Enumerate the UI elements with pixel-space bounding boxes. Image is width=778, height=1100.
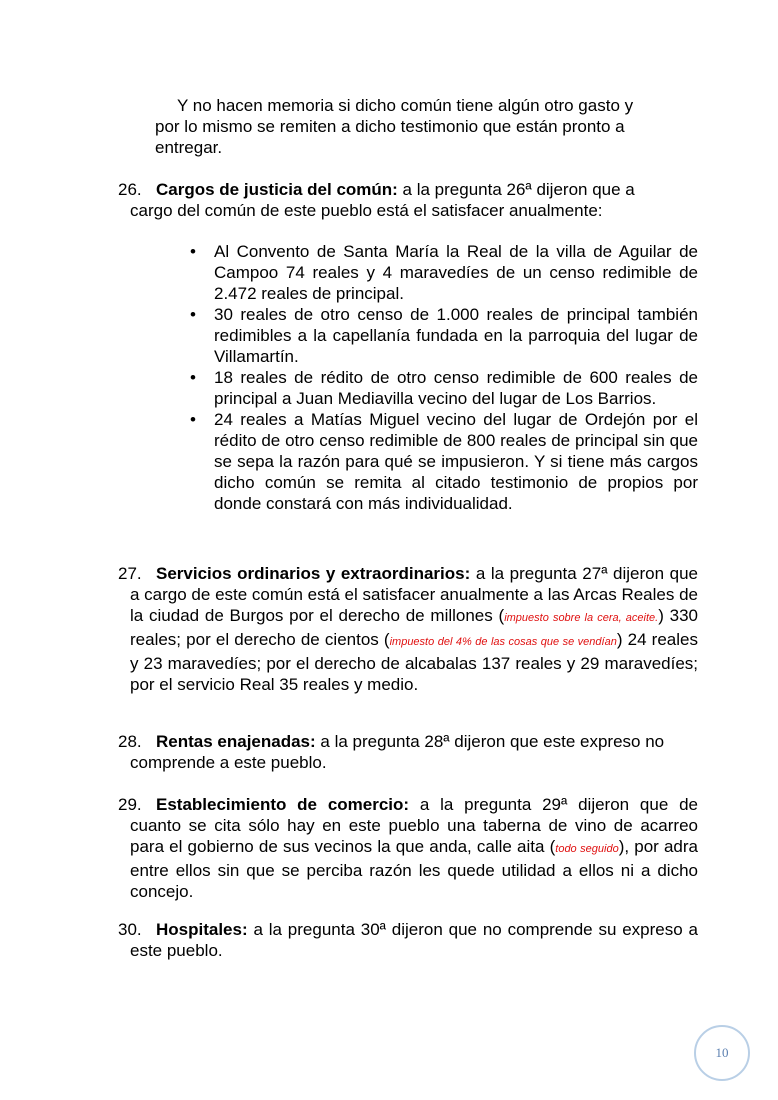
intro-line-3: entregar. — [155, 138, 223, 157]
item-number: 29. — [118, 795, 142, 814]
item-number: 28. — [118, 732, 142, 751]
annotation-note: todo seguido — [555, 843, 619, 855]
item-26-body — [118, 179, 698, 200]
item-27 — [118, 563, 698, 695]
annotation-note: impuesto del 4% de las cosas que se vendían — [389, 636, 617, 648]
item-number: 26. — [118, 180, 142, 199]
item-29-body: Establecimiento de comercio: a la pregunta 29ª dijeron que de cuanto se cita sólo hay en este pueblo una taberna de vino de acarreo para el gobierno de sus vecinos la que anda, calle aita (todo seguido), por adra entre ellos sin que se perciba razón les quede utilidad a ellos ni a dicho concejo. — [130, 795, 699, 901]
item-number: 30. — [118, 920, 142, 939]
item-heading: Rentas enajenadas: — [156, 732, 316, 751]
bullet-icon: • — [190, 242, 196, 261]
intro-line-1: Y no hacen memoria si dicho común tiene algún otro gasto y — [177, 96, 634, 115]
page-number-badge — [694, 1025, 750, 1081]
item-number: 27. — [118, 564, 142, 583]
bullet-icon: • — [190, 368, 196, 387]
bullet-icon: • — [190, 410, 196, 429]
item-text: a la pregunta 26ª dijeron que a — [397, 180, 635, 199]
list-item: • Al Convento de Santa María la Real de la villa de Aguilar de Campoo 74 reales y 4 maravedíes de un censo redimible de 2.472 reales de principal. — [190, 242, 698, 303]
item-26-bullet-list — [188, 241, 698, 514]
bullet-icon: • — [190, 305, 196, 324]
item-30-body: Hospitales: a la pregunta 30ª dijeron que no comprende su expreso a este pueblo. — [130, 920, 698, 960]
annotation-note: impuesto sobre la cera, aceite. — [504, 612, 659, 624]
item-heading: Hospitales: — [156, 920, 248, 939]
item-heading: Cargos de justicia del común: — [156, 180, 398, 199]
intro-line-2: por lo mismo se remiten a dicho testimonio que están pronto a — [155, 117, 625, 136]
item-heading: Establecimiento de comercio: — [156, 795, 410, 814]
item-29 — [118, 794, 698, 902]
page-number: 10 — [715, 1045, 729, 1060]
item-26-line-2: cargo del común de este pueblo está el satisfacer anualmente: — [130, 201, 603, 220]
item-28-body: Rentas enajenadas: a la pregunta 28ª dijeron que este expreso no comprende a este pueblo. — [130, 732, 665, 772]
list-item: • 24 reales a Matías Miguel vecino del lugar de Ordejón por el rédito de otro censo redimible de 800 reales de principal sin que se sepa la razón para qué se impusieron. Y si tiene más cargos dicho común se remita al citado testimonio de propios por donde constará con más individualidad. — [190, 410, 698, 513]
item-heading: Servicios ordinarios y extraordinarios: — [156, 564, 471, 583]
item-26 — [118, 179, 698, 221]
item-30 — [118, 919, 698, 961]
item-27-body: Servicios ordinarios y extraordinarios: a la pregunta 27ª dijeron que a cargo de este común está el satisfacer anualmente a las Arcas Reales de la ciudad de Burgos por el derecho de millones (impuesto sobre la cera, aceite.) 330 reales; por el derecho de cientos (impuesto del 4% de las cosas que se vendían) 24 reales y 23 maravedíes; por el derecho de alcabalas 137 reales y 29 maravedíes; por el servicio Real 35 reales y medio. — [130, 564, 698, 694]
list-item: • 30 reales de otro censo de 1.000 reales de principal también redimibles a la capellanía fundada en la parroquia del lugar de Villamartín. — [190, 305, 698, 366]
item-28 — [118, 731, 698, 773]
list-item: • 18 reales de rédito de otro censo redimible de 600 reales de principal a Juan Mediavilla vecino del lugar de Los Barrios. — [190, 368, 698, 408]
intro-paragraph — [155, 95, 675, 158]
